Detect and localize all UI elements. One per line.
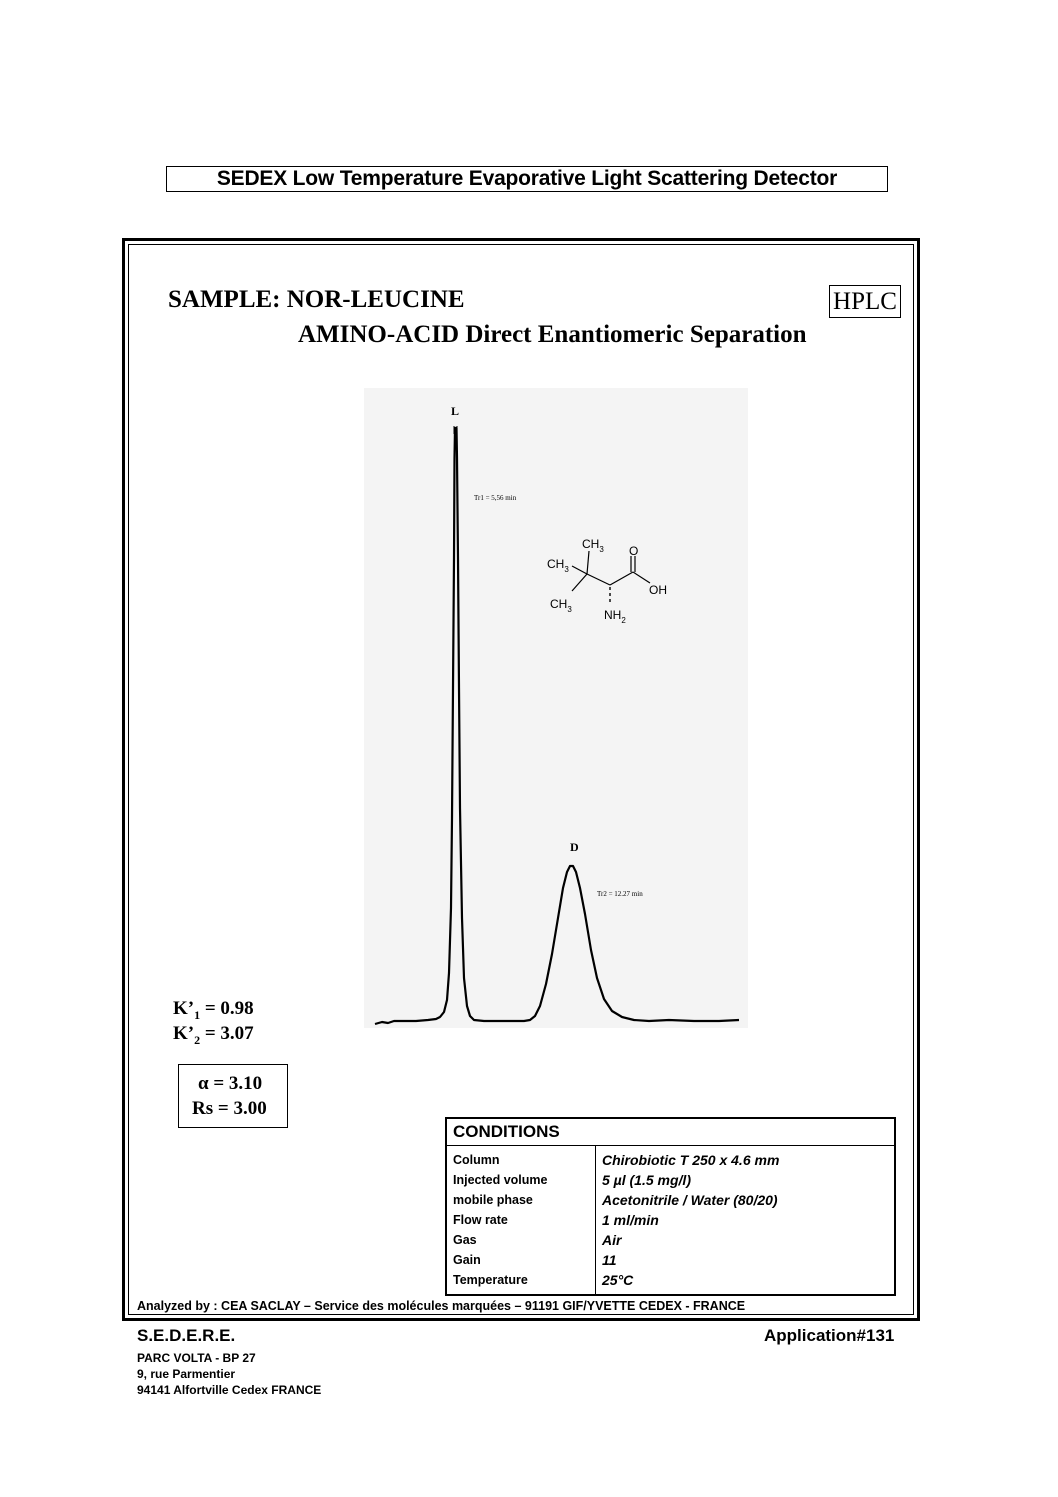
k1-value: = 0.98 — [200, 998, 254, 1019]
peak-d-label: D — [570, 840, 579, 854]
condition-value: 11 — [596, 1250, 896, 1270]
ch3-top-label: $CH_3$ — [582, 537, 604, 554]
table-row — [446, 1190, 895, 1210]
ch3-bottom-label: $CH_3$ — [550, 597, 572, 614]
condition-label: Gain — [453, 1253, 481, 1267]
chromatogram — [364, 388, 748, 1048]
condition-value: Acetonitrile / Water (80/20) — [596, 1190, 896, 1210]
k1-subscript: 1 — [194, 1007, 201, 1022]
sample-subtitle: AMINO-ACID Direct Enantiomeric Separation — [298, 321, 807, 348]
application-number: Application#131 — [764, 1326, 895, 1345]
condition-value: Air — [596, 1230, 896, 1250]
k2-subscript: 2 — [194, 1032, 201, 1047]
alpha-value: α = 3.10 — [198, 1073, 263, 1094]
peak-d-annotation: Tr2 = 12.27 min — [597, 890, 643, 898]
chemical-structure — [572, 551, 650, 602]
k1-prefix: K’ — [173, 998, 195, 1019]
hydroxyl-label: OH — [649, 583, 667, 597]
ch3-left-label: $CH_3$ — [547, 557, 569, 574]
chromatogram-trace — [375, 428, 739, 1024]
conditions-title: CONDITIONS — [446, 1118, 895, 1146]
condition-label: mobile phase — [453, 1193, 533, 1207]
table-row — [446, 1230, 895, 1250]
oxygen-label: O — [629, 544, 639, 558]
condition-label: Gas — [453, 1233, 477, 1247]
k2-value: = 3.07 — [200, 1023, 254, 1044]
page-heading: SEDEX Low Temperature Evaporative Light Scattering Detector — [166, 166, 888, 192]
peak-l-label: L — [451, 404, 460, 418]
address-line-2: 9, rue Parmentier — [137, 1367, 236, 1381]
k1-line — [173, 998, 254, 1023]
address-line-3: 94141 Alfortville Cedex FRANCE — [137, 1383, 322, 1397]
table-row — [446, 1250, 895, 1270]
sample-title: SAMPLE: NOR-LEUCINE — [168, 286, 465, 313]
condition-label: Flow rate — [453, 1213, 508, 1227]
condition-value: Chirobiotic T 250 x 4.6 mm — [596, 1150, 896, 1170]
amine-label: $NH_2$ — [604, 608, 626, 625]
k2-line — [173, 1023, 254, 1048]
analyzed-by-note: Analyzed by : CEA SACLAY – Service des molécules marquées – 91191 GIF/YVETTE CEDEX - FRANCE — [137, 1299, 746, 1313]
peak-l-annotation: Tr1 = 5,56 min — [474, 494, 517, 502]
k2-prefix: K’ — [173, 1023, 195, 1044]
table-row — [446, 1210, 895, 1230]
table-row — [446, 1270, 895, 1290]
hplc-badge: HPLC — [829, 285, 901, 318]
address-line-1: PARC VOLTA - BP 27 — [137, 1351, 256, 1365]
table-row — [446, 1170, 895, 1190]
condition-value: 5 µl (1.5 mg/l) — [596, 1170, 896, 1190]
table-row — [446, 1150, 895, 1170]
condition-value: 1 ml/min — [596, 1210, 896, 1230]
condition-label: Column — [453, 1153, 500, 1167]
rs-value: Rs = 3.00 — [192, 1098, 267, 1119]
condition-value: 25°C — [596, 1270, 896, 1290]
condition-label: Temperature — [453, 1273, 528, 1287]
condition-label: Injected volume — [453, 1173, 548, 1187]
organization-name: S.E.D.E.R.E. — [137, 1326, 236, 1345]
stats-box — [178, 1064, 288, 1128]
conditions-table — [445, 1117, 896, 1296]
